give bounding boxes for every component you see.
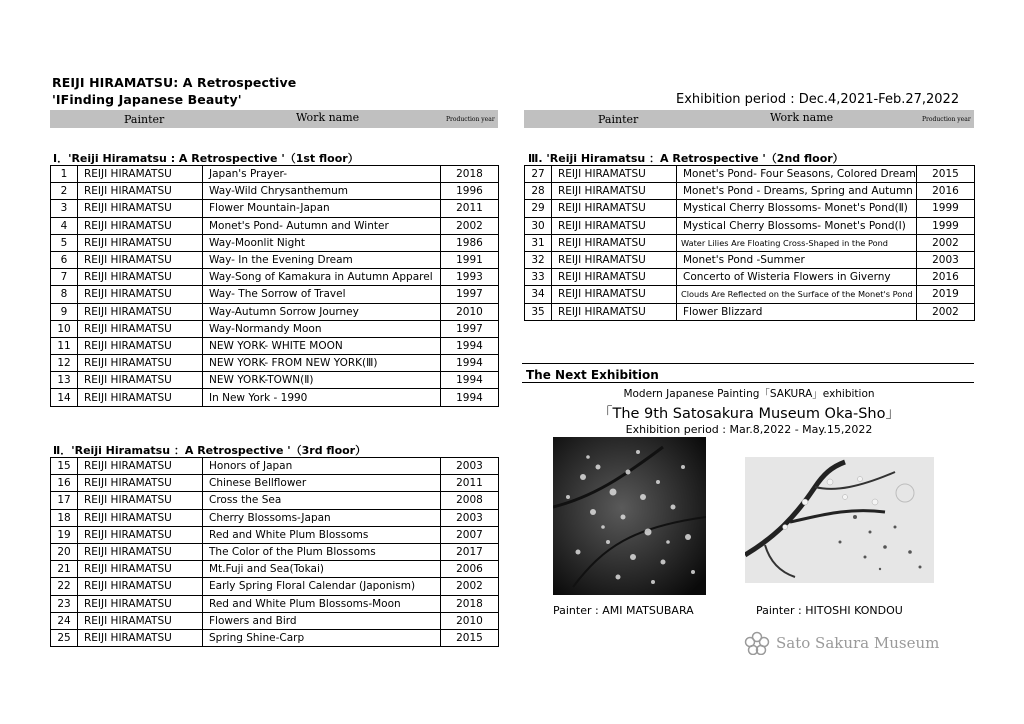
row-year: 2003: [917, 251, 975, 268]
table-row: [51, 269, 499, 286]
table-row: [51, 509, 499, 526]
row-work-name: Japan's Prayer-: [203, 166, 441, 183]
row-work-name: Monet's Pond- Four Seasons, Colored Dream: [677, 166, 917, 183]
row-year: 2002: [917, 303, 975, 320]
row-painter: REIJI HIRAMATSU: [78, 355, 203, 372]
row-work-name: NEW YORK-TOWN(Ⅱ): [203, 372, 441, 389]
row-year: 1986: [441, 234, 499, 251]
table-row: [51, 629, 499, 646]
row-number: 27: [525, 166, 552, 183]
row-work-name: Way- The Sorrow of Travel: [203, 286, 441, 303]
table-row: [51, 200, 499, 217]
row-painter: REIJI HIRAMATSU: [78, 509, 203, 526]
section-3-title: Ⅲ. 'Reiji Hiramatsu ：A Retrospective '（2nd floor）: [528, 152, 844, 165]
row-number: 3: [51, 200, 78, 217]
row-number: 25: [51, 629, 78, 646]
row-year: 2003: [441, 509, 499, 526]
row-painter: REIJI HIRAMATSU: [78, 543, 203, 560]
row-year: 2010: [441, 303, 499, 320]
table-row: [51, 286, 499, 303]
row-work-name: Mystical Cherry Blossoms- Monet's Pond(Ⅱ): [677, 200, 917, 217]
row-number: 30: [525, 217, 552, 234]
row-year: 2017: [441, 543, 499, 560]
row-year: 1997: [441, 286, 499, 303]
row-number: 11: [51, 337, 78, 354]
row-year: 1996: [441, 183, 499, 200]
row-number: 4: [51, 217, 78, 234]
row-work-name: Flower Mountain-Japan: [203, 200, 441, 217]
row-painter: REIJI HIRAMATSU: [78, 200, 203, 217]
row-painter: REIJI HIRAMATSU: [78, 166, 203, 183]
row-number: 9: [51, 303, 78, 320]
row-painter: REIJI HIRAMATSU: [78, 303, 203, 320]
row-number: 21: [51, 561, 78, 578]
row-painter: REIJI HIRAMATSU: [78, 320, 203, 337]
row-painter: REIJI HIRAMATSU: [552, 200, 677, 217]
row-year: 2011: [441, 200, 499, 217]
museum-logo-text: Sato Sakura Museum: [776, 634, 940, 652]
table-row: [51, 183, 499, 200]
table-row: [51, 543, 499, 560]
cherry-blossom-dark-painting: [553, 437, 706, 595]
row-work-name: NEW YORK- FROM NEW YORK(Ⅲ): [203, 355, 441, 372]
table-row: [51, 251, 499, 268]
row-work-name: Flowers and Bird: [203, 612, 441, 629]
table-row: [525, 303, 975, 320]
row-year: 1994: [441, 372, 499, 389]
sakura-flower-icon: [744, 631, 770, 655]
table-row: [51, 561, 499, 578]
cherry-branch-light-painting: [745, 457, 934, 583]
row-number: 32: [525, 251, 552, 268]
table-row: [51, 458, 499, 475]
divider-top: [522, 363, 974, 364]
works-table-3rd-floor: [50, 457, 499, 647]
table-row: [51, 372, 499, 389]
table-row: [51, 475, 499, 492]
row-work-name: Concerto of Wisteria Flowers in Giverny: [677, 269, 917, 286]
row-number: 17: [51, 492, 78, 509]
right-table-header: [524, 110, 974, 128]
row-number: 31: [525, 234, 552, 251]
row-painter: REIJI HIRAMATSU: [552, 251, 677, 268]
row-number: 24: [51, 612, 78, 629]
row-year: 2008: [441, 492, 499, 509]
row-number: 7: [51, 269, 78, 286]
exhibition-title: REIJI HIRAMATSU: A Retrospective: [52, 75, 297, 90]
row-painter: REIJI HIRAMATSU: [78, 217, 203, 234]
row-work-name: Way- In the Evening Dream: [203, 251, 441, 268]
row-work-name: Flower Blizzard: [677, 303, 917, 320]
row-year: 2002: [917, 234, 975, 251]
row-painter: REIJI HIRAMATSU: [552, 183, 677, 200]
row-number: 10: [51, 320, 78, 337]
works-table-1st-floor: [50, 165, 499, 407]
row-year: 1997: [441, 320, 499, 337]
row-work-name: Early Spring Floral Calendar (Japonism): [203, 578, 441, 595]
row-number: 6: [51, 251, 78, 268]
row-number: 20: [51, 543, 78, 560]
row-painter: REIJI HIRAMATSU: [78, 337, 203, 354]
row-work-name: Monet's Pond -Summer: [677, 251, 917, 268]
row-number: 28: [525, 183, 552, 200]
row-painter: REIJI HIRAMATSU: [78, 458, 203, 475]
row-number: 19: [51, 526, 78, 543]
table-row: [51, 320, 499, 337]
row-painter: REIJI HIRAMATSU: [552, 234, 677, 251]
header-production-year: Production year: [446, 116, 495, 123]
table-row: [51, 389, 499, 406]
row-painter: REIJI HIRAMATSU: [78, 612, 203, 629]
row-painter: REIJI HIRAMATSU: [78, 492, 203, 509]
row-painter: REIJI HIRAMATSU: [78, 286, 203, 303]
row-year: 1999: [917, 200, 975, 217]
table-row: [525, 217, 975, 234]
row-work-name: Red and White Plum Blossoms-Moon: [203, 595, 441, 612]
row-year: 1994: [441, 355, 499, 372]
table-row: [525, 183, 975, 200]
exhibition-subtitle: 'IFinding Japanese Beauty': [52, 92, 242, 107]
row-work-name: Way-Song of Kamakura in Autumn Apparel: [203, 269, 441, 286]
row-painter: REIJI HIRAMATSU: [78, 251, 203, 268]
row-year: 1994: [441, 337, 499, 354]
row-work-name: Way-Wild Chrysanthemum: [203, 183, 441, 200]
row-number: 5: [51, 234, 78, 251]
row-work-name: Mystical Cherry Blossoms- Monet's Pond(Ⅰ): [677, 217, 917, 234]
painter-caption-2: Painter : HITOSHI KONDOU: [756, 604, 903, 617]
row-painter: REIJI HIRAMATSU: [78, 372, 203, 389]
row-year: 1991: [441, 251, 499, 268]
row-number: 16: [51, 475, 78, 492]
row-year: 2002: [441, 217, 499, 234]
header-work-name: Work name: [770, 111, 834, 124]
row-year: 2006: [441, 561, 499, 578]
row-year: 1999: [917, 217, 975, 234]
row-work-name: Mt.Fuji and Sea(Tokai): [203, 561, 441, 578]
row-number: 22: [51, 578, 78, 595]
table-row: [51, 337, 499, 354]
row-year: 2003: [441, 458, 499, 475]
exhibition-period: Exhibition period : Dec.4,2021-Feb.27,2022: [676, 92, 960, 107]
row-painter: REIJI HIRAMATSU: [78, 578, 203, 595]
row-number: 23: [51, 595, 78, 612]
row-painter: REIJI HIRAMATSU: [78, 389, 203, 406]
row-work-name: In New York - 1990: [203, 389, 441, 406]
row-work-name: Honors of Japan: [203, 458, 441, 475]
row-work-name: Monet's Pond - Dreams, Spring and Autumn: [677, 183, 917, 200]
table-row: [525, 269, 975, 286]
museum-logo: [744, 631, 939, 655]
left-table-header: [50, 110, 498, 128]
next-exhibition-name: 「The 9th Satosakura Museum Oka-Sho」: [597, 406, 900, 422]
row-painter: REIJI HIRAMATSU: [78, 475, 203, 492]
row-year: 2010: [441, 612, 499, 629]
row-painter: REIJI HIRAMATSU: [78, 561, 203, 578]
row-year: 2007: [441, 526, 499, 543]
painting-matsubara-image: [553, 437, 706, 595]
row-year: 2015: [917, 166, 975, 183]
row-painter: REIJI HIRAMATSU: [552, 303, 677, 320]
table-row: [525, 166, 975, 183]
row-year: 2016: [917, 269, 975, 286]
row-number: 15: [51, 458, 78, 475]
row-work-name: Red and White Plum Blossoms: [203, 526, 441, 543]
row-number: 12: [51, 355, 78, 372]
row-work-name: Cherry Blossoms-Japan: [203, 509, 441, 526]
table-row: [51, 234, 499, 251]
row-work-name: Clouds Are Reflected on the Surface of the Monet's Pond: [677, 286, 917, 303]
row-year: 2019: [917, 286, 975, 303]
row-number: 14: [51, 389, 78, 406]
table-row: [525, 286, 975, 303]
table-row: [51, 166, 499, 183]
header-painter: Painter: [598, 113, 639, 126]
table-row: [525, 251, 975, 268]
row-year: 1994: [441, 389, 499, 406]
row-work-name: Water Lilies Are Floating Cross-Shaped in the Pond: [677, 234, 917, 251]
row-work-name: The Color of the Plum Blossoms: [203, 543, 441, 560]
table-row: [51, 217, 499, 234]
table-row: [51, 612, 499, 629]
section-2-title: Ⅱ．'Reiji Hiramatsu ：A Retrospective '（3rd floor）: [53, 444, 367, 457]
row-painter: REIJI HIRAMATSU: [78, 183, 203, 200]
table-row: [525, 200, 975, 217]
row-painter: REIJI HIRAMATSU: [552, 166, 677, 183]
row-painter: REIJI HIRAMATSU: [78, 526, 203, 543]
row-work-name: Way-Normandy Moon: [203, 320, 441, 337]
header-production-year: Production year: [922, 116, 971, 123]
divider-bottom: [522, 382, 974, 383]
table-row: [51, 303, 499, 320]
row-year: 2016: [917, 183, 975, 200]
painting-kondou-image: [745, 457, 934, 583]
row-work-name: NEW YORK- WHITE MOON: [203, 337, 441, 354]
row-number: 1: [51, 166, 78, 183]
row-work-name: Chinese Bellflower: [203, 475, 441, 492]
row-work-name: Cross the Sea: [203, 492, 441, 509]
row-year: 1993: [441, 269, 499, 286]
row-painter: REIJI HIRAMATSU: [78, 269, 203, 286]
row-painter: REIJI HIRAMATSU: [552, 269, 677, 286]
row-work-name: Way-Moonlit Night: [203, 234, 441, 251]
table-row: [51, 595, 499, 612]
next-exhibition-heading: The Next Exhibition: [526, 368, 659, 382]
painter-caption-1: Painter : AMI MATSUBARA: [553, 604, 694, 617]
row-work-name: Monet's Pond- Autumn and Winter: [203, 217, 441, 234]
row-year: 2002: [441, 578, 499, 595]
row-year: 2015: [441, 629, 499, 646]
table-row: [51, 355, 499, 372]
row-number: 34: [525, 286, 552, 303]
row-painter: REIJI HIRAMATSU: [78, 629, 203, 646]
header-work-name: Work name: [296, 111, 360, 124]
table-row: [51, 578, 499, 595]
row-painter: REIJI HIRAMATSU: [78, 234, 203, 251]
row-number: 35: [525, 303, 552, 320]
row-number: 8: [51, 286, 78, 303]
row-year: 2018: [441, 166, 499, 183]
next-exhibition-period: Exhibition period : Mar.8,2022 - May.15,2022: [625, 423, 873, 436]
works-table-2nd-floor: [524, 165, 975, 321]
row-number: 13: [51, 372, 78, 389]
row-painter: REIJI HIRAMATSU: [78, 595, 203, 612]
row-year: 2011: [441, 475, 499, 492]
header-painter: Painter: [124, 113, 165, 126]
row-painter: REIJI HIRAMATSU: [552, 217, 677, 234]
row-number: 33: [525, 269, 552, 286]
section-1-title: Ⅰ．'Reiji Hiramatsu : A Retrospective '（1st floor）: [53, 152, 359, 165]
row-year: 2018: [441, 595, 499, 612]
table-row: [525, 234, 975, 251]
row-number: 29: [525, 200, 552, 217]
row-number: 2: [51, 183, 78, 200]
next-exhibition-subtitle: Modern Japanese Painting「SAKURA」exhibition: [623, 388, 875, 400]
row-work-name: Way-Autumn Sorrow Journey: [203, 303, 441, 320]
row-painter: REIJI HIRAMATSU: [552, 286, 677, 303]
table-row: [51, 526, 499, 543]
row-number: 18: [51, 509, 78, 526]
table-row: [51, 492, 499, 509]
row-work-name: Spring Shine-Carp: [203, 629, 441, 646]
